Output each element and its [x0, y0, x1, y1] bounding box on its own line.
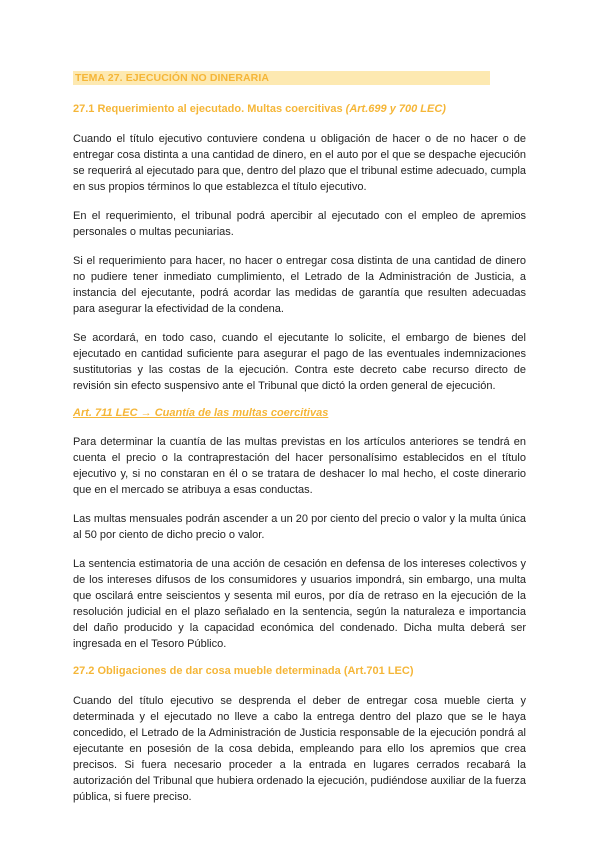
- paragraph: La sentencia estimatoria de una acción de cesación en defensa de los intereses colectivos y de los intereses difusos de los consumidores y usuarios impondrá, sin embargo, una multa que oscilará entre seiscientos y sesenta mil euros, por día de retraso en la ejecución de la resolución judicial en el plazo señalado en la sentencia, según la naturaleza e importancia del daño producido y la capacidad económica del condenado. Dicha multa deberá ser ingresada en el Tesoro Público.: [73, 558, 526, 650]
- paragraph: Si el requerimiento para hacer, no hacer o entregar cosa distinta de una cantidad de dinero no pudiere tener inmediato cumplimiento, el Letrado de la Administración de Justicia, a instancia del ejecutante, podrá acordar las medidas de garantía que resulten adecuadas para asegurar la efectividad de la condena.: [73, 255, 526, 315]
- paragraph: Las multas mensuales podrán ascender a un 20 por ciento del precio o valor y la multa única al 50 por ciento de dicho precio o valor.: [73, 513, 526, 541]
- chapter-title: TEMA 27. EJECUCIÓN NO DINERARIA: [73, 71, 490, 85]
- section-heading-27-1: [73, 103, 526, 115]
- paragraph: Cuando del título ejecutivo se desprenda el deber de entregar cosa mueble cierta y determinada y el ejecutado no lleve a cabo la entrega dentro del plazo que se le haya concedido, el Letrado de la Administración de Justicia responsable de la ejecución pondrá al ejecutante en posesión de la cosa debida, empleando para ello los apremios que crea precisos. Si fuera necesario proceder a la entrada en lugares cerrados recabará la autorización del Tribunal que hubiera ordenado la ejecución, pudiéndose auxiliar de la fuerza pública, si fuere preciso.: [73, 695, 526, 803]
- paragraph: Cuando el título ejecutivo contuviere condena u obligación de hacer o de no hacer o de entregar cosa distinta a una cantidad de dinero, en el auto por el que se despache ejecución se requerirá al ejecutado para que, dentro del plazo que el tribunal estime adecuado, cumpla en sus propios términos lo que establezca el título ejecutivo.: [73, 133, 526, 193]
- paragraph: Se acordará, en todo caso, cuando el ejecutante lo solicite, el embargo de bienes del ejecutado en cantidad suficiente para asegurar el pago de las eventuales indemnizaciones sustitutorias y las costas de la ejecución. Contra este decreto cabe recurso directo de revisión sin efecto suspensivo ante el Tribunal que dictó la orden general de ejecución.: [73, 332, 526, 392]
- paragraph: Para determinar la cuantía de las multas previstas en los artículos anteriores se tendrá en cuenta el precio o la contraprestación del hacer personalísimo establecidos en el título ejecutivo y, si no constaran en él o se tratara de deshacer lo mal hecho, el coste dinerario que en el mercado se atribuya a esas conductas.: [73, 436, 526, 496]
- section-heading-27-2: 27.2 Obligaciones de dar cosa mueble determinada (Art.701 LEC): [73, 665, 414, 677]
- section-reference: (Art.699 y 700 LEC): [345, 103, 446, 115]
- paragraph: En el requerimiento, el tribunal podrá apercibir al ejecutado con el empleo de apremios personales o multas pecuniarias.: [73, 210, 526, 238]
- section-title: 27.1 Requerimiento al ejecutado. Multas coercitivas: [73, 103, 343, 115]
- article-heading-711: Art. 711 LEC → Cuantía de las multas coercitivas: [73, 407, 329, 419]
- document-body: [73, 71, 526, 818]
